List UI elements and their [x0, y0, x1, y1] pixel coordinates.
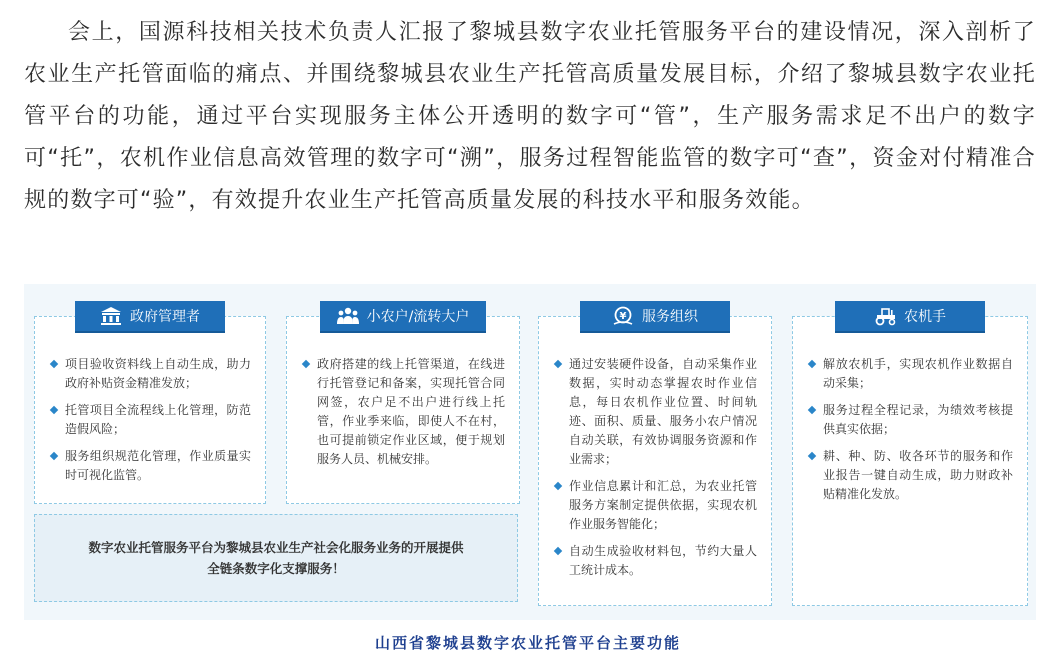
list-item: 自动生成验收材料包，节约大量人工统计成本。 — [555, 542, 757, 580]
card-machine-operator — [792, 309, 1028, 606]
card-header-government — [75, 301, 225, 331]
card-header-service-org — [580, 301, 730, 331]
list-item: 政府搭建的线上托管渠道，在线进行托管登记和备案，实现托管合同网签，农户足不出户进行线上托管，作业季来临，即使人不在村，也可提前锁定作业区域，便于规划服务人员、机械安排。 — [303, 355, 505, 469]
card-title: 小农户/流转大户 — [366, 309, 470, 325]
summary-banner — [34, 514, 518, 602]
card-title: 农机手 — [904, 309, 946, 325]
svg-text:¥: ¥ — [619, 311, 627, 322]
list-item: 项目验收资料线上自动生成，助力政府补贴资金精准发放； — [51, 355, 251, 393]
list-item: 耕、种、防、收各环节的服务和作业报告一键自动生成，助力财政补贴精准化发放。 — [809, 447, 1013, 504]
card-farmers — [286, 309, 520, 504]
list-item: 作业信息累计和汇总，为农业托管服务方案制定提供依据，实现农机作业服务智能化； — [555, 477, 757, 534]
list-item: 服务组织规范化管理，作业质量实时可视化监管。 — [51, 447, 251, 485]
card-title: 服务组织 — [642, 309, 698, 325]
platform-function-figure — [24, 284, 1036, 620]
card-government — [34, 309, 266, 504]
card-service-org — [538, 309, 772, 606]
farmers-group-icon — [337, 306, 359, 326]
card-header-machine-operator — [835, 301, 985, 331]
list-item: 通过安装硬件设备，自动采集作业数据，实时动态掌握农时作业信息，每日农机作业位置、时间轨迹、面积、质量、服务小农户情况自动关联，有效协调服务资源和作业需求； — [555, 355, 757, 469]
government-building-icon — [100, 306, 122, 326]
tractor-icon — [874, 306, 896, 326]
summary-text: 数字农业托管服务平台为黎城县农业生产社会化服务业务的开展提供全链条数字化支撑服务！ — [88, 540, 464, 576]
list-item: 解放农机手，实现农机作业数据自动采集； — [809, 355, 1013, 393]
article-paragraph: 会上，国源科技相关技术负责人汇报了黎城县数字农业托管服务平台的建设情况，深入剖析了农业生产托管面临的痛点、并围绕黎城县农业生产托管高质量发展目标，介绍了黎城县数字农业托管平台的功能，通过平台实现服务主体公开透明的数字可“管”，生产服务需求足不出户的数字可“托”，农机作业信息高效管理的数字可“溯”，服务过程智能监管的数字可“查”，资金对付精准合规的数字可“验”，有效提升农业生产托管高质量发展的科技水平和服务效能。 — [24, 20, 1036, 213]
card-header-farmers — [320, 301, 486, 331]
list-item: 托管项目全流程线上化管理，防范造假风险； — [51, 401, 251, 439]
yuan-service-icon — [612, 306, 634, 326]
figure-caption: 山西省黎城县数字农业托管平台主要功能 — [374, 634, 681, 652]
card-title: 政府管理者 — [130, 309, 200, 325]
list-item: 服务过程全程记录，为绩效考核提供真实依据； — [809, 401, 1013, 439]
